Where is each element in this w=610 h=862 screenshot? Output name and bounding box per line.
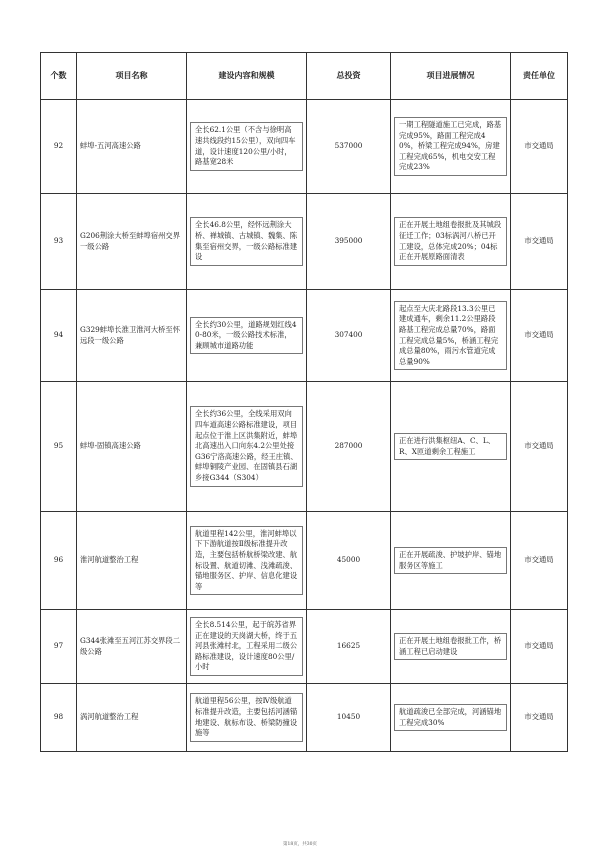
row-content-text: 航道里程142公里，淮河蚌埠以下下游航道按Ⅱ级标准提升改造，主要包括桥航桥梁改建、航标设置、航道切滩、浅滩疏浚、锚地服务区、护岸、信息化建设等 xyxy=(190,526,303,595)
row-num: 95 xyxy=(41,382,77,512)
row-name: 蚌埠-固镇高速公路 xyxy=(77,382,187,512)
row-investment: 307400 xyxy=(307,290,391,382)
table-row xyxy=(41,382,568,512)
row-investment: 537000 xyxy=(307,100,391,194)
row-name: G329蚌埠长淮卫淮河大桥至怀远段一级公路 xyxy=(77,290,187,382)
row-investment: 287000 xyxy=(307,382,391,512)
row-progress-text: 正在开展疏浚、护坡护岸、锚地服务区等施工 xyxy=(394,547,507,574)
header-row xyxy=(41,53,568,100)
header-progress: 项目进展情况 xyxy=(391,53,511,100)
row-content xyxy=(187,290,307,382)
row-num: 93 xyxy=(41,194,77,290)
table-row xyxy=(41,290,568,382)
row-unit: 市交通局 xyxy=(511,684,568,752)
row-progress xyxy=(391,684,511,752)
row-content-text: 全长约36公里，全线采用双向四车道高速公路标准建设，项目起点位于淮上区洪集附近，蚌埠北高速出入口向东4.2公里处接G36宁洛高速公路，经王庄镇、蚌埠铜陵产业园、在固镇县石湖乡接G344（S304） xyxy=(190,406,303,486)
header-investment: 总投资 xyxy=(307,53,391,100)
row-progress xyxy=(391,512,511,610)
row-name: 涡河航道整治工程 xyxy=(77,684,187,752)
row-unit: 市交通局 xyxy=(511,610,568,684)
row-content xyxy=(187,512,307,610)
row-investment: 16625 xyxy=(307,610,391,684)
table-row xyxy=(41,684,568,752)
row-name: G206荆涂大桥至蚌埠宿州交界一级公路 xyxy=(77,194,187,290)
row-unit: 市交通局 xyxy=(511,382,568,512)
row-name: G344张滩至五河江苏交界段二级公路 xyxy=(77,610,187,684)
row-unit: 市交通局 xyxy=(511,290,568,382)
row-name: 蚌埠-五河高速公路 xyxy=(77,100,187,194)
row-progress xyxy=(391,100,511,194)
row-content xyxy=(187,684,307,752)
row-content xyxy=(187,100,307,194)
row-content xyxy=(187,610,307,684)
row-num: 94 xyxy=(41,290,77,382)
row-num: 97 xyxy=(41,610,77,684)
row-content-text: 全长46.8公里，经怀远荆涂大桥、禅城镇、古城镇、魏集、陈集至宿州交界，一级公路标准建设 xyxy=(190,217,303,265)
header-unit: 责任单位 xyxy=(511,53,568,100)
header-name: 项目名称 xyxy=(77,53,187,100)
row-progress-text: 正在开展土地组卷报批工作，桥涵工程已启动建设 xyxy=(394,633,507,660)
header-num: 个数 xyxy=(41,53,77,100)
row-progress xyxy=(391,290,511,382)
row-num: 96 xyxy=(41,512,77,610)
page-footer: 第18页，共30页 xyxy=(283,842,317,847)
row-progress-text: 一期工程隧道施工已完成，路基完成95%，路面工程完成40%，桥梁工程完成94%，房建工程完成65%，机电交安工程完成23% xyxy=(394,117,507,176)
row-progress xyxy=(391,382,511,512)
row-progress-text: 正在开展土地组卷报批及其城段征迁工作；03标涡河八桥已开工建设，总体完成20%；04标正在开展原路面清表 xyxy=(394,217,507,265)
table-row xyxy=(41,610,568,684)
table-row xyxy=(41,512,568,610)
table-row xyxy=(41,194,568,290)
row-progress-text: 航道疏浚已全部完成，河涵锚地工程完成30% xyxy=(394,704,507,731)
row-progress-text: 起点至大庆北路段13.3公里已建成通车，剩余11.2公里路段路基工程完成总量70%，路面工程完成总量5%，桥涵工程完成总量80%，雨污水管道完成总量90% xyxy=(394,301,507,370)
row-content-text: 航道里程56公里，按Ⅳ级航道标准提升改造，主要包括河涵锚地建设、航标布设、桥梁防撞设施等 xyxy=(190,693,303,741)
row-progress xyxy=(391,194,511,290)
row-progress-text: 正在进行洪集枢纽A、C、L、R、X匝道剩余工程施工 xyxy=(394,433,507,460)
row-num: 98 xyxy=(41,684,77,752)
row-investment: 45000 xyxy=(307,512,391,610)
row-unit: 市交通局 xyxy=(511,194,568,290)
row-unit: 市交通局 xyxy=(511,100,568,194)
row-content-text: 全长8.514公里，起于皖苏省界正在建设的天岗湖大桥，终于五河县张滩村北，工程采用二级公路标准建设，设计速度80公里/小时 xyxy=(190,617,303,676)
row-content-text: 全长约30公里，道路规划红线40-80米，一级公路技术标准，兼顾城市道路功能 xyxy=(190,317,303,355)
row-content-text: 全长62.1公里（不含与徐明高速共线段约15公里），双向四车道，设计速度120公里/小时，路基宽28米 xyxy=(190,122,303,170)
project-table xyxy=(40,52,568,752)
row-investment: 10450 xyxy=(307,684,391,752)
row-unit: 市交通局 xyxy=(511,512,568,610)
row-investment: 395000 xyxy=(307,194,391,290)
row-content xyxy=(187,382,307,512)
row-progress xyxy=(391,610,511,684)
table-row xyxy=(41,100,568,194)
row-num: 92 xyxy=(41,100,77,194)
header-content: 建设内容和规模 xyxy=(187,53,307,100)
row-content xyxy=(187,194,307,290)
row-name: 淮河航道整治工程 xyxy=(77,512,187,610)
